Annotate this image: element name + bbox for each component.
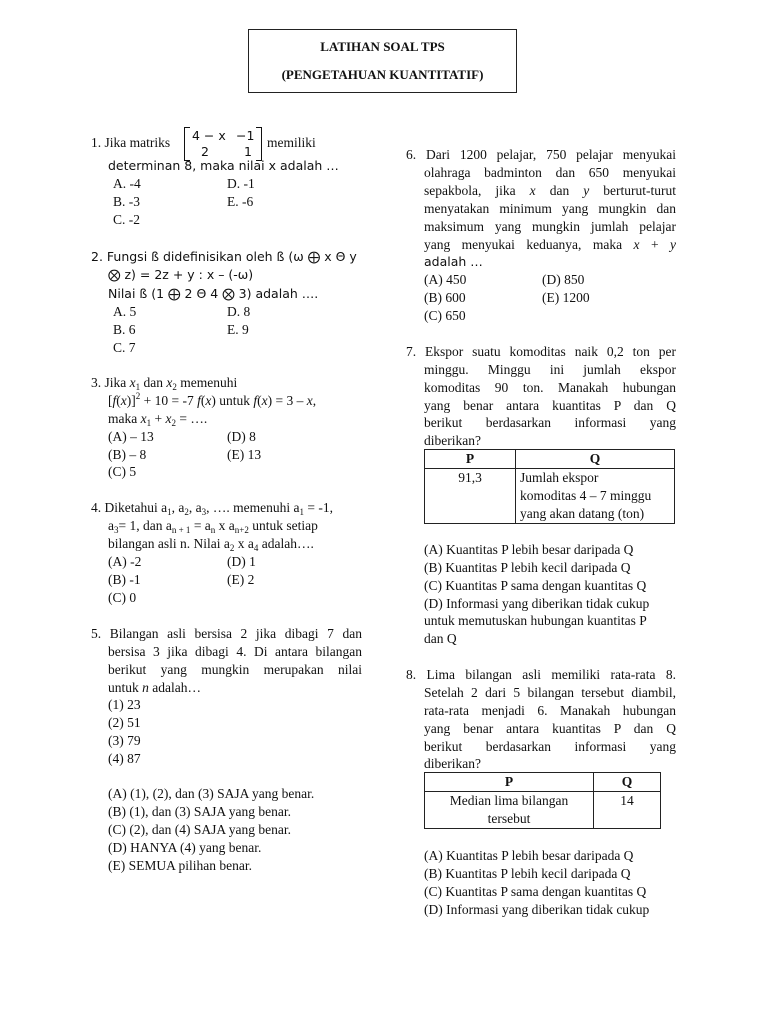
- q7-line-1: 7. Ekspor suatu komoditas naik 0,2 ton per: [406, 344, 676, 359]
- q6-option-d: (D) 850: [542, 272, 585, 287]
- q2-option-c: C. 7: [113, 340, 136, 355]
- q1-option-a: A. -4: [113, 176, 141, 191]
- q7-line-6: diberikan?: [424, 433, 481, 448]
- q2-line-2: ⨂ z) = 2z + y : x – (-ω): [108, 267, 254, 282]
- q6-line-4: menyatakan minimum yang mungkin dan: [424, 201, 676, 216]
- q4-option-d: (D) 1: [227, 554, 256, 569]
- q1-option-d: D. -1: [227, 176, 255, 191]
- q3-option-d: (D) 8: [227, 429, 256, 444]
- q4-line-2: $a_3= 1$, dan $a_{n + 1} = a_n$ x $a_{n+2}$ untuk setiap: [108, 518, 318, 535]
- q6-option-a: (A) 450: [424, 272, 467, 287]
- q4-line-1: 4. Diketahui $a_1$, $a_2$, $a_3$, …. memenuhi $a_1 = -1$,: [91, 500, 333, 517]
- q2-option-e: E. 9: [227, 322, 249, 337]
- q1-option-c: C. -2: [113, 212, 140, 227]
- q1-matrix: 4 − x −1 2 1: [184, 127, 262, 159]
- q7-option-d-line-3: dan Q: [424, 631, 457, 646]
- q8-option-c: (C) Kuantitas P sama dengan kuantitas Q: [424, 884, 647, 899]
- q5-option-e: (E) SEMUA pilihan benar.: [108, 858, 252, 873]
- q4-option-b: (B) -1: [108, 572, 141, 587]
- q5-line-1: 5. Bilangan asli bersisa 2 jika dibagi 7 dan: [91, 626, 362, 641]
- q1-text-start: 1. Jika matriks: [91, 135, 171, 150]
- q8-table: [424, 772, 661, 829]
- q7-line-5: berikut berdasarkan informasi yang: [424, 415, 676, 430]
- q7-option-a: (A) Kuantitas P lebih besar daripada Q: [424, 542, 634, 557]
- q5-item-2: (2) 51: [108, 715, 141, 730]
- q8-line-6: diberikan?: [424, 756, 481, 771]
- q6-line-3: sepakbola, jika x dan y berturut-turut: [424, 183, 676, 198]
- q5-line-4: untuk n adalah…: [108, 680, 201, 695]
- q7-line-2: minggu. Minggu ini jumlah ekspor: [424, 362, 676, 377]
- q6-option-c: (C) 650: [424, 308, 466, 323]
- q2-option-a: A. 5: [113, 304, 137, 319]
- q5-line-3: berikut yang mungkin merupakan nilai: [108, 662, 362, 677]
- q6-line-1: 6. Dari 1200 pelajar, 750 pelajar menyukai: [406, 147, 676, 162]
- q4-option-e: (E) 2: [227, 572, 255, 587]
- q2-option-d: D. 8: [227, 304, 251, 319]
- q7-line-3: komoditas 90 ton. Manakah hubungan: [424, 380, 676, 395]
- q1-option-e: E. -6: [227, 194, 254, 209]
- q7-option-d-line-1: (D) Informasi yang diberikan tidak cukup: [424, 596, 650, 611]
- q1-line-2: determinan 8, maka nilai x adalah …: [108, 158, 339, 173]
- q8-line-4: yang benar antara kuantitas P dan Q: [424, 721, 676, 736]
- q7-table-cell-q: Jumlah ekspor komoditas 4 – 7 minggu yang akan datang (ton): [516, 469, 675, 524]
- q3-option-b: (B) – 8: [108, 447, 147, 462]
- q7-line-4: yang benar antara kuantitas P dan Q: [424, 398, 676, 413]
- title-box: [248, 29, 517, 93]
- q5-option-d: (D) HANYA (4) yang benar.: [108, 840, 262, 855]
- q3-line-2: $[f(x)]^2 + 10 = -7$ f(x) untuk f(x) = 3 – x,: [108, 391, 317, 408]
- q8-table-cell-q: 14: [594, 792, 661, 829]
- page-subtitle: (PENGETAHUAN KUANTITATIF): [281, 67, 484, 82]
- page-title: LATIHAN SOAL TPS: [320, 39, 445, 54]
- q2-option-b: B. 6: [113, 322, 136, 337]
- q4-option-c: (C) 0: [108, 590, 137, 605]
- q8-option-d-line-1: (D) Informasi yang diberikan tidak cukup: [424, 902, 650, 917]
- q1-text-end: memiliki: [267, 135, 316, 150]
- q7-table-cell-p: 91,3: [425, 469, 516, 524]
- q6-option-b: (B) 600: [424, 290, 466, 305]
- q8-line-1: 8. Lima bilangan asli memiliki rata-rata 8.: [406, 667, 676, 682]
- q4-option-a: (A) -2: [108, 554, 142, 569]
- q7-option-b: (B) Kuantitas P lebih kecil daripada Q: [424, 560, 631, 575]
- q5-option-a: (A) (1), (2), dan (3) SAJA yang benar.: [108, 786, 315, 801]
- q2-line-1: 2. Fungsi ß didefinisikan oleh ß (ω ⨁ x Θ y: [91, 249, 357, 264]
- q8-line-3: rata-rata menjadi 6. Manakah hubungan: [424, 703, 676, 718]
- q7-table-header-q: Q: [516, 450, 675, 469]
- q7-table-header-p: P: [425, 450, 516, 469]
- q6-line-5: maksimum yang mungkin jumlah pelajar: [424, 219, 676, 234]
- q7-table: [424, 449, 675, 524]
- q8-table-header-q: Q: [594, 773, 661, 792]
- q6-line-7: adalah …: [424, 254, 483, 269]
- q7-option-c: (C) Kuantitas P sama dengan kuantitas Q: [424, 578, 647, 593]
- q8-line-5: berikut berdasarkan informasi yang: [424, 739, 676, 754]
- q3-option-c: (C) 5: [108, 464, 137, 479]
- q8-option-a: (A) Kuantitas P lebih besar daripada Q: [424, 848, 634, 863]
- q7-option-d-line-2: untuk memutuskan hubungan kuantitas P: [424, 613, 647, 628]
- q8-table-header-p: P: [425, 773, 594, 792]
- q6-line-2: olahraga badminton dan 650 menyukai: [424, 165, 676, 180]
- q8-line-2: Setelah 2 dari 5 bilangan tersebut diambil,: [424, 685, 676, 700]
- q6-line-6: yang menyukai keduanya, maka x + y: [424, 237, 676, 252]
- q6-option-e: (E) 1200: [542, 290, 590, 305]
- q4-line-3: bilangan asli n. Nilai $a_2$ x $a_4$ adalah….: [108, 536, 314, 553]
- q5-line-2: bersisa 3 jika dibagi 4. Di antara bilangan: [108, 644, 362, 659]
- q5-item-3: (3) 79: [108, 733, 141, 748]
- q3-option-a: (A) – 13: [108, 429, 154, 444]
- q5-option-c: (C) (2), dan (4) SAJA yang benar.: [108, 822, 291, 837]
- q5-option-b: (B) (1), dan (3) SAJA yang benar.: [108, 804, 291, 819]
- q5-item-4: (4) 87: [108, 751, 141, 766]
- q3-option-e: (E) 13: [227, 447, 262, 462]
- q8-table-cell-p: Median lima bilangan tersebut: [425, 792, 594, 829]
- q3-line-1: 3. Jika $x_1$ dan $x_2$ memenuhi: [91, 375, 238, 392]
- q8-option-b: (B) Kuantitas P lebih kecil daripada Q: [424, 866, 631, 881]
- q1-option-b: B. -3: [113, 194, 140, 209]
- q3-line-3: maka $x_1 + x_2$ = ….: [108, 411, 208, 428]
- q5-item-1: (1) 23: [108, 697, 141, 712]
- q2-line-3: Nilai ß (1 ⨁ 2 Θ 4 ⨂ 3) adalah ….: [108, 286, 319, 301]
